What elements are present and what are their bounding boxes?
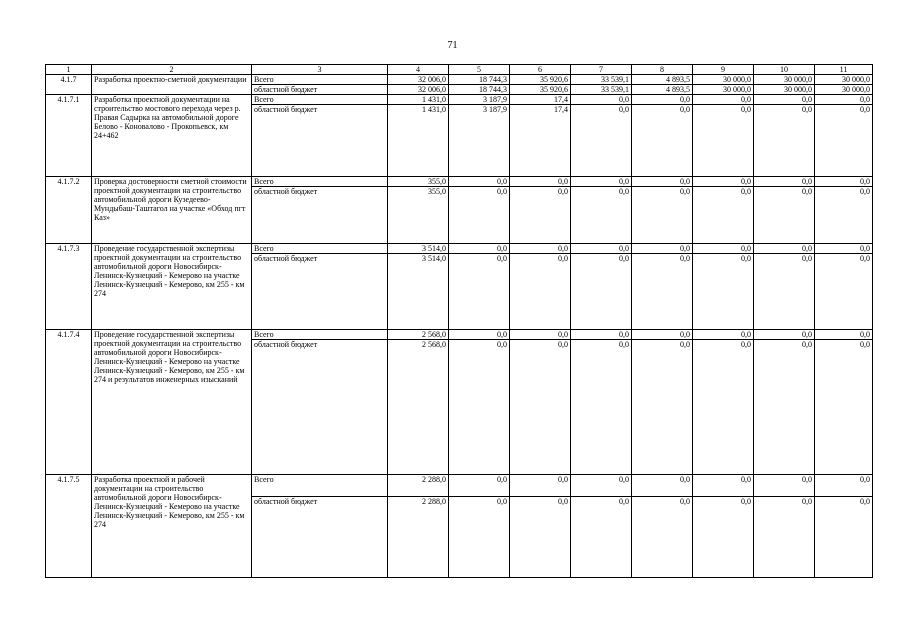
value-cell: 17,4 bbox=[510, 95, 571, 105]
value-cell: 0,0 bbox=[815, 244, 873, 254]
row-code: 4.1.7.3 bbox=[46, 244, 92, 330]
value-cell: 30 000,0 bbox=[693, 75, 754, 85]
value-cell: 0,0 bbox=[815, 187, 873, 244]
value-cell: 1 431,0 bbox=[388, 105, 449, 177]
value-cell: 4 893,5 bbox=[632, 75, 693, 85]
value-cell: 0,0 bbox=[815, 340, 873, 475]
row-code: 4.1.7.2 bbox=[46, 177, 92, 244]
funding-source-regional: областной бюджет bbox=[252, 187, 388, 244]
value-cell: 30 000,0 bbox=[815, 75, 873, 85]
value-cell: 3 514,0 bbox=[388, 244, 449, 254]
funding-source-regional: областной бюджет bbox=[252, 85, 388, 95]
value-cell: 0,0 bbox=[571, 244, 632, 254]
value-cell: 0,0 bbox=[754, 187, 815, 244]
value-cell: 0,0 bbox=[510, 244, 571, 254]
value-cell: 0,0 bbox=[693, 497, 754, 578]
value-cell: 30 000,0 bbox=[815, 85, 873, 95]
value-cell: 0,0 bbox=[449, 497, 510, 578]
row-code: 4.1.7.4 bbox=[46, 330, 92, 475]
value-cell: 0,0 bbox=[693, 105, 754, 177]
value-cell: 0,0 bbox=[815, 105, 873, 177]
value-cell: 0,0 bbox=[510, 475, 571, 497]
value-cell: 30 000,0 bbox=[693, 85, 754, 95]
value-cell: 2 568,0 bbox=[388, 330, 449, 340]
funding-source-regional: областной бюджет bbox=[252, 340, 388, 475]
value-cell: 3 187,9 bbox=[449, 105, 510, 177]
budget-table bbox=[45, 64, 873, 578]
value-cell: 0,0 bbox=[815, 254, 873, 330]
value-cell: 0,0 bbox=[510, 497, 571, 578]
value-cell: 0,0 bbox=[449, 254, 510, 330]
column-header: 5 bbox=[449, 65, 510, 75]
value-cell: 0,0 bbox=[754, 105, 815, 177]
value-cell: 0,0 bbox=[571, 254, 632, 330]
value-cell: 18 744,3 bbox=[449, 75, 510, 85]
column-header: 9 bbox=[693, 65, 754, 75]
value-cell: 0,0 bbox=[632, 497, 693, 578]
row-code: 4.1.7 bbox=[46, 75, 92, 95]
value-cell: 0,0 bbox=[449, 475, 510, 497]
column-header: 11 bbox=[815, 65, 873, 75]
value-cell: 0,0 bbox=[693, 340, 754, 475]
value-cell: 0,0 bbox=[632, 475, 693, 497]
row-name: Проверка достоверности сметной стоимости проектной документации на строительство автомобильной дороги Кузедеево-Мундыбаш-Таштагол на участке «Обход пгт Каз» bbox=[92, 177, 252, 244]
value-cell: 0,0 bbox=[510, 254, 571, 330]
row-code: 4.1.7.5 bbox=[46, 475, 92, 578]
header-row bbox=[46, 65, 873, 75]
value-cell: 0,0 bbox=[632, 254, 693, 330]
value-cell: 33 539,1 bbox=[571, 75, 632, 85]
value-cell: 0,0 bbox=[754, 244, 815, 254]
row-name: Разработка проектно-сметной документации bbox=[92, 75, 252, 95]
value-cell: 0,0 bbox=[632, 244, 693, 254]
value-cell: 0,0 bbox=[693, 475, 754, 497]
column-header: 10 bbox=[754, 65, 815, 75]
value-cell: 0,0 bbox=[754, 497, 815, 578]
value-cell: 33 539,1 bbox=[571, 85, 632, 95]
value-cell: 355,0 bbox=[388, 177, 449, 187]
value-cell: 0,0 bbox=[449, 330, 510, 340]
value-cell: 0,0 bbox=[815, 95, 873, 105]
value-cell: 0,0 bbox=[754, 177, 815, 187]
column-header: 3 bbox=[252, 65, 388, 75]
value-cell: 30 000,0 bbox=[754, 85, 815, 95]
value-cell: 0,0 bbox=[632, 330, 693, 340]
table-row bbox=[46, 95, 873, 105]
value-cell: 0,0 bbox=[754, 340, 815, 475]
value-cell: 0,0 bbox=[571, 497, 632, 578]
funding-source-regional: областной бюджет bbox=[252, 254, 388, 330]
row-name: Проведение государственной экспертизы проектной документации на строительство автомобильной дороги Новосибирск- Ленинск-Кузнецкий - Кемерово на участке Ленинск-Кузнецкий - Кемерово, км 255 - км 274 и результатов инженерных изысканий bbox=[92, 330, 252, 475]
value-cell: 35 920,6 bbox=[510, 75, 571, 85]
value-cell: 0,0 bbox=[754, 475, 815, 497]
value-cell: 4 893,5 bbox=[632, 85, 693, 95]
column-header: 4 bbox=[388, 65, 449, 75]
value-cell: 0,0 bbox=[510, 330, 571, 340]
value-cell: 0,0 bbox=[632, 340, 693, 475]
value-cell: 0,0 bbox=[632, 105, 693, 177]
value-cell: 35 920,6 bbox=[510, 85, 571, 95]
value-cell: 0,0 bbox=[754, 254, 815, 330]
value-cell: 2 288,0 bbox=[388, 497, 449, 578]
row-code: 4.1.7.1 bbox=[46, 95, 92, 177]
value-cell: 0,0 bbox=[449, 177, 510, 187]
funding-source-total: Всего bbox=[252, 244, 388, 254]
funding-source-total: Всего bbox=[252, 177, 388, 187]
value-cell: 18 744,3 bbox=[449, 85, 510, 95]
value-cell: 17,4 bbox=[510, 105, 571, 177]
value-cell: 0,0 bbox=[693, 254, 754, 330]
value-cell: 0,0 bbox=[693, 187, 754, 244]
table-row bbox=[46, 177, 873, 187]
column-header: 7 bbox=[571, 65, 632, 75]
value-cell: 0,0 bbox=[693, 177, 754, 187]
funding-source-total: Всего bbox=[252, 475, 388, 497]
value-cell: 0,0 bbox=[815, 497, 873, 578]
page-number: 71 bbox=[447, 40, 458, 51]
value-cell: 0,0 bbox=[632, 187, 693, 244]
value-cell: 1 431,0 bbox=[388, 95, 449, 105]
value-cell: 0,0 bbox=[632, 95, 693, 105]
table-row bbox=[46, 75, 873, 85]
value-cell: 0,0 bbox=[693, 244, 754, 254]
value-cell: 0,0 bbox=[754, 330, 815, 340]
value-cell: 0,0 bbox=[571, 95, 632, 105]
value-cell: 2 568,0 bbox=[388, 340, 449, 475]
value-cell: 0,0 bbox=[449, 244, 510, 254]
table-row bbox=[46, 244, 873, 254]
value-cell: 0,0 bbox=[571, 105, 632, 177]
value-cell: 0,0 bbox=[815, 475, 873, 497]
funding-source-total: Всего bbox=[252, 95, 388, 105]
value-cell: 0,0 bbox=[815, 330, 873, 340]
table-row bbox=[46, 475, 873, 497]
row-name: Разработка проектной и рабочей документации на строительство автомобильной дороги Новосибирск- Ленинск-Кузнецкий - Кемерово на участке Ленинск-Кузнецкий - Кемерово, км 255 - км 274 bbox=[92, 475, 252, 578]
funding-source-total: Всего bbox=[252, 75, 388, 85]
column-header: 1 bbox=[46, 65, 92, 75]
value-cell: 0,0 bbox=[571, 177, 632, 187]
value-cell: 0,0 bbox=[754, 95, 815, 105]
table-row bbox=[46, 330, 873, 340]
column-header: 2 bbox=[92, 65, 252, 75]
value-cell: 0,0 bbox=[693, 95, 754, 105]
funding-source-total: Всего bbox=[252, 330, 388, 340]
value-cell: 0,0 bbox=[815, 177, 873, 187]
value-cell: 32 006,0 bbox=[388, 75, 449, 85]
value-cell: 0,0 bbox=[571, 187, 632, 244]
value-cell: 0,0 bbox=[449, 340, 510, 475]
funding-source-regional: областной бюджет bbox=[252, 497, 388, 578]
value-cell: 0,0 bbox=[449, 187, 510, 244]
value-cell: 0,0 bbox=[632, 177, 693, 187]
value-cell: 0,0 bbox=[571, 340, 632, 475]
value-cell: 0,0 bbox=[510, 187, 571, 244]
value-cell: 2 288,0 bbox=[388, 475, 449, 497]
value-cell: 0,0 bbox=[571, 475, 632, 497]
funding-source-regional: областной бюджет bbox=[252, 105, 388, 177]
value-cell: 0,0 bbox=[510, 177, 571, 187]
column-header: 6 bbox=[510, 65, 571, 75]
column-header: 8 bbox=[632, 65, 693, 75]
value-cell: 3 187,9 bbox=[449, 95, 510, 105]
value-cell: 0,0 bbox=[571, 330, 632, 340]
value-cell: 355,0 bbox=[388, 187, 449, 244]
row-name: Проведение государственной экспертизы проектной документации на строительство автомобильной дороги Новосибирск- Ленинск-Кузнецкий - Кемерово на участке Ленинск-Кузнецкий - Кемерово, км 255 - км 274 bbox=[92, 244, 252, 330]
value-cell: 32 006,0 bbox=[388, 85, 449, 95]
value-cell: 30 000,0 bbox=[754, 75, 815, 85]
value-cell: 3 514,0 bbox=[388, 254, 449, 330]
row-name: Разработка проектной документации на строительство мостового перехода через р. Правая Садырка на автомобильной дороге Белово - Коновалово - Прокопьевск, км 24+462 bbox=[92, 95, 252, 177]
value-cell: 0,0 bbox=[693, 330, 754, 340]
value-cell: 0,0 bbox=[510, 340, 571, 475]
